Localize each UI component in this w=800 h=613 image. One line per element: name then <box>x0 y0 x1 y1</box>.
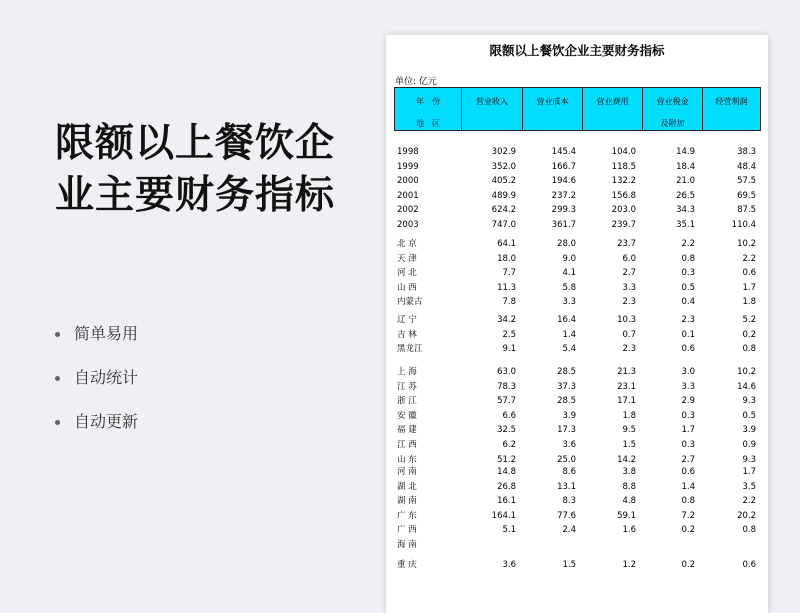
cell-value: 78.3 <box>497 381 516 392</box>
cell-value: 104.0 <box>611 147 636 157</box>
row-label: 2001 <box>397 190 419 201</box>
cell-value: 166.7 <box>551 161 576 172</box>
cell-value: 0.8 <box>681 496 695 507</box>
cell-value: 9.5 <box>622 425 636 436</box>
table-row <box>394 438 761 452</box>
cell-value: 35.1 <box>676 220 695 230</box>
table-row <box>394 409 761 423</box>
cell-value: 3.0 <box>681 367 695 377</box>
cell-value: 17.1 <box>617 396 636 407</box>
cell-value: 23.1 <box>617 381 636 392</box>
feature-item: 自动更新 <box>55 400 138 444</box>
cell-value: 23.7 <box>617 239 636 249</box>
cell-value: 11.3 <box>497 282 516 293</box>
cell-value: 110.4 <box>731 220 756 230</box>
table-row <box>394 558 761 572</box>
cell-value: 118.5 <box>611 161 636 172</box>
cell-value: 3.5 <box>742 481 756 492</box>
row-label: 湖 南 <box>397 496 417 507</box>
cell-value: 32.5 <box>497 425 516 436</box>
table-row <box>394 394 761 408</box>
cell-value: 57.7 <box>497 396 516 407</box>
header-expense: 营业费用 <box>582 88 642 130</box>
table-row <box>394 480 761 494</box>
row-label: 2000 <box>397 176 419 187</box>
cell-value: 132.2 <box>611 176 636 187</box>
cell-value: 0.8 <box>681 253 695 264</box>
cell-value: 624.2 <box>491 205 516 216</box>
row-label: 天 津 <box>397 253 417 264</box>
cell-value: 489.9 <box>491 190 516 201</box>
cell-value: 0.6 <box>681 467 695 477</box>
cell-value: 26.5 <box>676 190 695 201</box>
cell-value: 18.4 <box>676 161 695 172</box>
row-label: 1998 <box>397 147 419 157</box>
row-label: 内蒙古 <box>397 297 423 308</box>
cell-value: 302.9 <box>491 147 516 157</box>
cell-value: 1.7 <box>742 467 756 477</box>
table-row <box>394 218 761 232</box>
cell-value: 6.2 <box>502 440 516 450</box>
table-row <box>394 423 761 437</box>
cell-value: 0.2 <box>742 329 756 340</box>
cell-value: 2.3 <box>681 315 695 325</box>
row-label: 海 南 <box>397 540 417 550</box>
cell-value: 14.6 <box>737 381 756 392</box>
table-row <box>394 538 761 552</box>
row-label: 湖 北 <box>397 481 417 492</box>
cell-value: 21.3 <box>617 367 636 377</box>
cell-value: 16.1 <box>497 496 516 507</box>
cell-value: 299.3 <box>551 205 576 216</box>
cell-value: 0.1 <box>681 329 695 340</box>
cell-value: 2.7 <box>681 454 695 465</box>
cell-value: 64.1 <box>497 239 516 249</box>
cell-value: 1.7 <box>681 425 695 436</box>
cell-value: 4.8 <box>622 496 636 507</box>
table-row <box>394 174 761 188</box>
cell-value: 9.1 <box>502 344 516 355</box>
cell-value: 405.2 <box>491 176 516 187</box>
cell-value: 0.8 <box>742 525 756 536</box>
cell-value: 0.6 <box>681 344 695 355</box>
row-label: 2002 <box>397 205 419 216</box>
cell-value: 1.8 <box>622 410 636 421</box>
row-label: 河 北 <box>397 268 417 279</box>
cell-value: 0.5 <box>681 282 695 293</box>
cell-value: 203.0 <box>611 205 636 216</box>
cell-value: 48.4 <box>737 161 756 172</box>
cell-value: 2.2 <box>742 496 756 507</box>
bullet-dot-icon <box>55 332 60 337</box>
cell-value: 2.4 <box>562 525 576 536</box>
cell-value: 6.6 <box>502 410 516 421</box>
cell-value: 20.2 <box>737 510 756 521</box>
cell-value: 8.8 <box>622 481 636 492</box>
cell-value: 3.9 <box>562 410 576 421</box>
cell-value: 0.4 <box>681 297 695 308</box>
header-tax: 营业税金 及附加 <box>642 88 702 130</box>
cell-value: 361.7 <box>551 220 576 230</box>
cell-value: 16.4 <box>557 315 576 325</box>
cell-value: 69.5 <box>737 190 756 201</box>
table-row <box>394 509 761 523</box>
cell-value: 2.3 <box>622 344 636 355</box>
cell-value: 51.2 <box>497 454 516 465</box>
cell-value: 3.8 <box>622 467 636 477</box>
cell-value: 2.7 <box>622 268 636 279</box>
cell-value: 747.0 <box>491 220 516 230</box>
cell-value: 34.2 <box>497 315 516 325</box>
cell-value: 1.7 <box>742 282 756 293</box>
cell-value: 1.6 <box>622 525 636 536</box>
table-row <box>394 145 761 159</box>
row-label: 重 庆 <box>397 560 417 570</box>
cell-value: 8.6 <box>562 467 576 477</box>
row-label: 山 西 <box>397 282 417 293</box>
cell-value: 5.8 <box>562 282 576 293</box>
cell-value: 87.5 <box>737 205 756 216</box>
table-row <box>394 523 761 537</box>
cell-value: 0.7 <box>622 329 636 340</box>
row-label: 安 徽 <box>397 410 417 421</box>
cell-value: 34.3 <box>676 205 695 216</box>
cell-value: 9.0 <box>562 253 576 264</box>
cell-value: 25.0 <box>557 454 576 465</box>
cell-value: 237.2 <box>551 190 576 201</box>
row-label: 江 苏 <box>397 381 417 392</box>
cell-value: 0.5 <box>742 410 756 421</box>
cell-value: 239.7 <box>611 220 636 230</box>
cell-value: 7.8 <box>502 297 516 308</box>
cell-value: 77.6 <box>557 510 576 521</box>
table-row <box>394 494 761 508</box>
row-label: 山 东 <box>397 454 417 465</box>
cell-value: 7.7 <box>502 268 516 279</box>
table-row <box>394 465 761 479</box>
table-row <box>394 380 761 394</box>
cell-value: 1.2 <box>622 560 636 570</box>
slide-title <box>55 118 365 222</box>
cell-value: 17.3 <box>557 425 576 436</box>
row-label: 江 西 <box>397 440 417 450</box>
bullet-dot-icon <box>55 420 60 425</box>
table-row <box>394 237 761 251</box>
cell-value: 3.3 <box>562 297 576 308</box>
cell-value: 0.6 <box>742 268 756 279</box>
cell-value: 3.6 <box>502 560 516 570</box>
table-row <box>394 295 761 309</box>
row-label: 广 西 <box>397 525 417 536</box>
cell-value: 145.4 <box>551 147 576 157</box>
table-row <box>394 252 761 266</box>
table-row <box>394 342 761 356</box>
cell-value: 14.9 <box>676 147 695 157</box>
cell-value: 2.2 <box>681 239 695 249</box>
table-row <box>394 266 761 280</box>
cell-value: 5.1 <box>502 525 516 536</box>
cell-value: 28.5 <box>557 396 576 407</box>
table-row <box>394 281 761 295</box>
cell-value: 0.2 <box>681 525 695 536</box>
cell-value: 1.4 <box>681 481 695 492</box>
cell-value: 0.9 <box>742 440 756 450</box>
header-year-region: 年 份 地 区 <box>416 97 440 128</box>
feature-list <box>55 312 138 444</box>
cell-value: 0.3 <box>681 268 695 279</box>
cell-value: 8.3 <box>562 496 576 507</box>
table-row <box>394 365 761 379</box>
unit-label: 单位: 亿元 <box>395 77 437 87</box>
cell-value: 352.0 <box>491 161 516 172</box>
row-label: 1999 <box>397 161 419 172</box>
table-row <box>394 160 761 174</box>
cell-value: 21.0 <box>676 176 695 187</box>
table-row <box>394 189 761 203</box>
bullet-dot-icon <box>55 376 60 381</box>
cell-value: 2.9 <box>681 396 695 407</box>
cell-value: 6.0 <box>622 253 636 264</box>
cell-value: 0.6 <box>742 560 756 570</box>
cell-value: 9.3 <box>742 454 756 465</box>
cell-value: 14.8 <box>497 467 516 477</box>
cell-value: 10.2 <box>737 367 756 377</box>
cell-value: 1.5 <box>562 560 576 570</box>
table-header <box>394 87 761 131</box>
cell-value: 26.8 <box>497 481 516 492</box>
cell-value: 28.0 <box>557 239 576 249</box>
cell-value: 3.3 <box>622 282 636 293</box>
row-label: 广 东 <box>397 510 417 521</box>
cell-value: 194.6 <box>551 176 576 187</box>
cell-value: 3.9 <box>742 425 756 436</box>
cell-value: 2.3 <box>622 297 636 308</box>
spreadsheet-preview <box>386 35 768 613</box>
header-revenue: 营业收入 <box>461 88 522 130</box>
cell-value: 1.8 <box>742 297 756 308</box>
row-label: 河 南 <box>397 467 417 477</box>
cell-value: 13.1 <box>557 481 576 492</box>
row-label: 辽 宁 <box>397 315 417 325</box>
cell-value: 57.5 <box>737 176 756 187</box>
row-label: 浙 江 <box>397 396 417 407</box>
table-row <box>394 328 761 342</box>
slide-title-line1: 限额以上餐饮企 <box>55 121 336 166</box>
row-label: 上 海 <box>397 367 417 377</box>
cell-value: 59.1 <box>617 510 636 521</box>
cell-value: 2.2 <box>742 253 756 264</box>
header-profit: 经营利润 <box>702 88 760 130</box>
cell-value: 10.3 <box>617 315 636 325</box>
cell-value: 0.3 <box>681 440 695 450</box>
cell-value: 28.5 <box>557 367 576 377</box>
row-label: 福 建 <box>397 425 417 436</box>
row-label: 2003 <box>397 220 419 230</box>
feature-item: 简单易用 <box>55 312 138 356</box>
cell-value: 164.1 <box>491 510 516 521</box>
cell-value: 0.2 <box>681 560 695 570</box>
cell-value: 18.0 <box>497 253 516 264</box>
cell-value: 10.2 <box>737 239 756 249</box>
cell-value: 9.3 <box>742 396 756 407</box>
sheet-title: 限额以上餐饮企业主要财务指标 <box>489 43 665 58</box>
cell-value: 14.2 <box>617 454 636 465</box>
cell-value: 2.5 <box>502 329 516 340</box>
row-label: 吉 林 <box>397 329 417 340</box>
cell-value: 63.0 <box>497 367 516 377</box>
cell-value: 4.1 <box>562 268 576 279</box>
cell-value: 3.6 <box>562 440 576 450</box>
header-cost: 营业成本 <box>522 88 582 130</box>
cell-value: 3.3 <box>681 381 695 392</box>
row-label: 黑龙江 <box>397 344 423 355</box>
cell-value: 38.3 <box>737 147 756 157</box>
cell-value: 0.8 <box>742 344 756 355</box>
row-label: 北 京 <box>397 239 417 249</box>
cell-value: 1.5 <box>622 440 636 450</box>
cell-value: 156.8 <box>611 190 636 201</box>
cell-value: 1.4 <box>562 329 576 340</box>
cell-value: 5.4 <box>562 344 576 355</box>
cell-value: 0.3 <box>681 410 695 421</box>
cell-value: 37.3 <box>557 381 576 392</box>
table-row <box>394 203 761 217</box>
feature-item: 自动统计 <box>55 356 138 400</box>
slide-title-line2: 业主要财务指标 <box>55 173 336 218</box>
table-row <box>394 313 761 327</box>
cell-value: 7.2 <box>681 510 695 521</box>
cell-value: 5.2 <box>742 315 756 325</box>
